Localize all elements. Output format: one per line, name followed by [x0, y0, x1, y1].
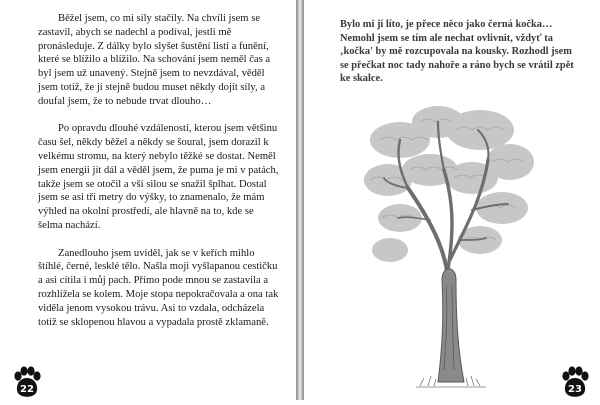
page-number-label: 23	[568, 384, 582, 395]
page-number-left	[12, 366, 42, 400]
page-number-label: 22	[20, 384, 34, 395]
tree-illustration	[360, 100, 540, 390]
right-page-text	[340, 18, 580, 86]
tree-trunk	[438, 269, 464, 382]
book-gutter	[296, 0, 304, 400]
paragraph-3: Zanedlouho jsem uviděl, jak se v keřích mihlo štíhlé, černé, lesklé tělo. Našla moji vyšlapanou cestičku a asi cítila i můj pach. Přímo pode mnou se zastavila a rozhlížela se kolem. Moje stopa nepokračovala a ona tak viděla jenom vysokou trávu. Asi to vzdala, odcházela totiž se sklopenou hlavou a vypadala prostě zklamaně.	[38, 247, 279, 328]
left-page-text	[38, 12, 280, 343]
page-number-right	[560, 366, 590, 400]
paragraph-1: Běžel jsem, co mi síly stačily. Na chvíli jsem se zastavil, abych se nadechl a podíval, jestli mě pronásleduje. Z dálky bylo slyšet šustění listí a funění, které se blížilo a blížilo. Na schování jsem neměl čas a byl jsem už unavený. Stejně jsem to nevzdával, věděl jsem totiž, že jí stejně budou muset někdy dojít síly, a doufal jsem, že to nebude trvat dlouho…	[38, 13, 271, 107]
paragraph-4: Bylo mi jí líto, je přece něco jako černá kočka… Nemohl jsem se tím ale nechat ovlivnit, vždyť ta ‚kočka' by mě rozcupovala na kousky. Rozhodl jsem se přečkat noc tady nahoře a ráno bych se vrátil zpět ke skalce.	[340, 19, 574, 85]
paragraph-2: Po opravdu dlouhé vzdálenosti, kterou jsem většinu času šel, někdy běžel a někdy se šoural, jsem dorazil k velkému stromu, na který nebylo těžké se dostat. Neměl jsem energii jít dál a věděl jsem, že puma je mi v patách, takže jsem se otočil a vší silou se snažil šplhat. Dostal jsem se asi tři metry do výšky, to znamenalo, že mám výhled na okolní prostředí, ale hlavně na to, kde se šelma nachází.	[38, 123, 279, 231]
